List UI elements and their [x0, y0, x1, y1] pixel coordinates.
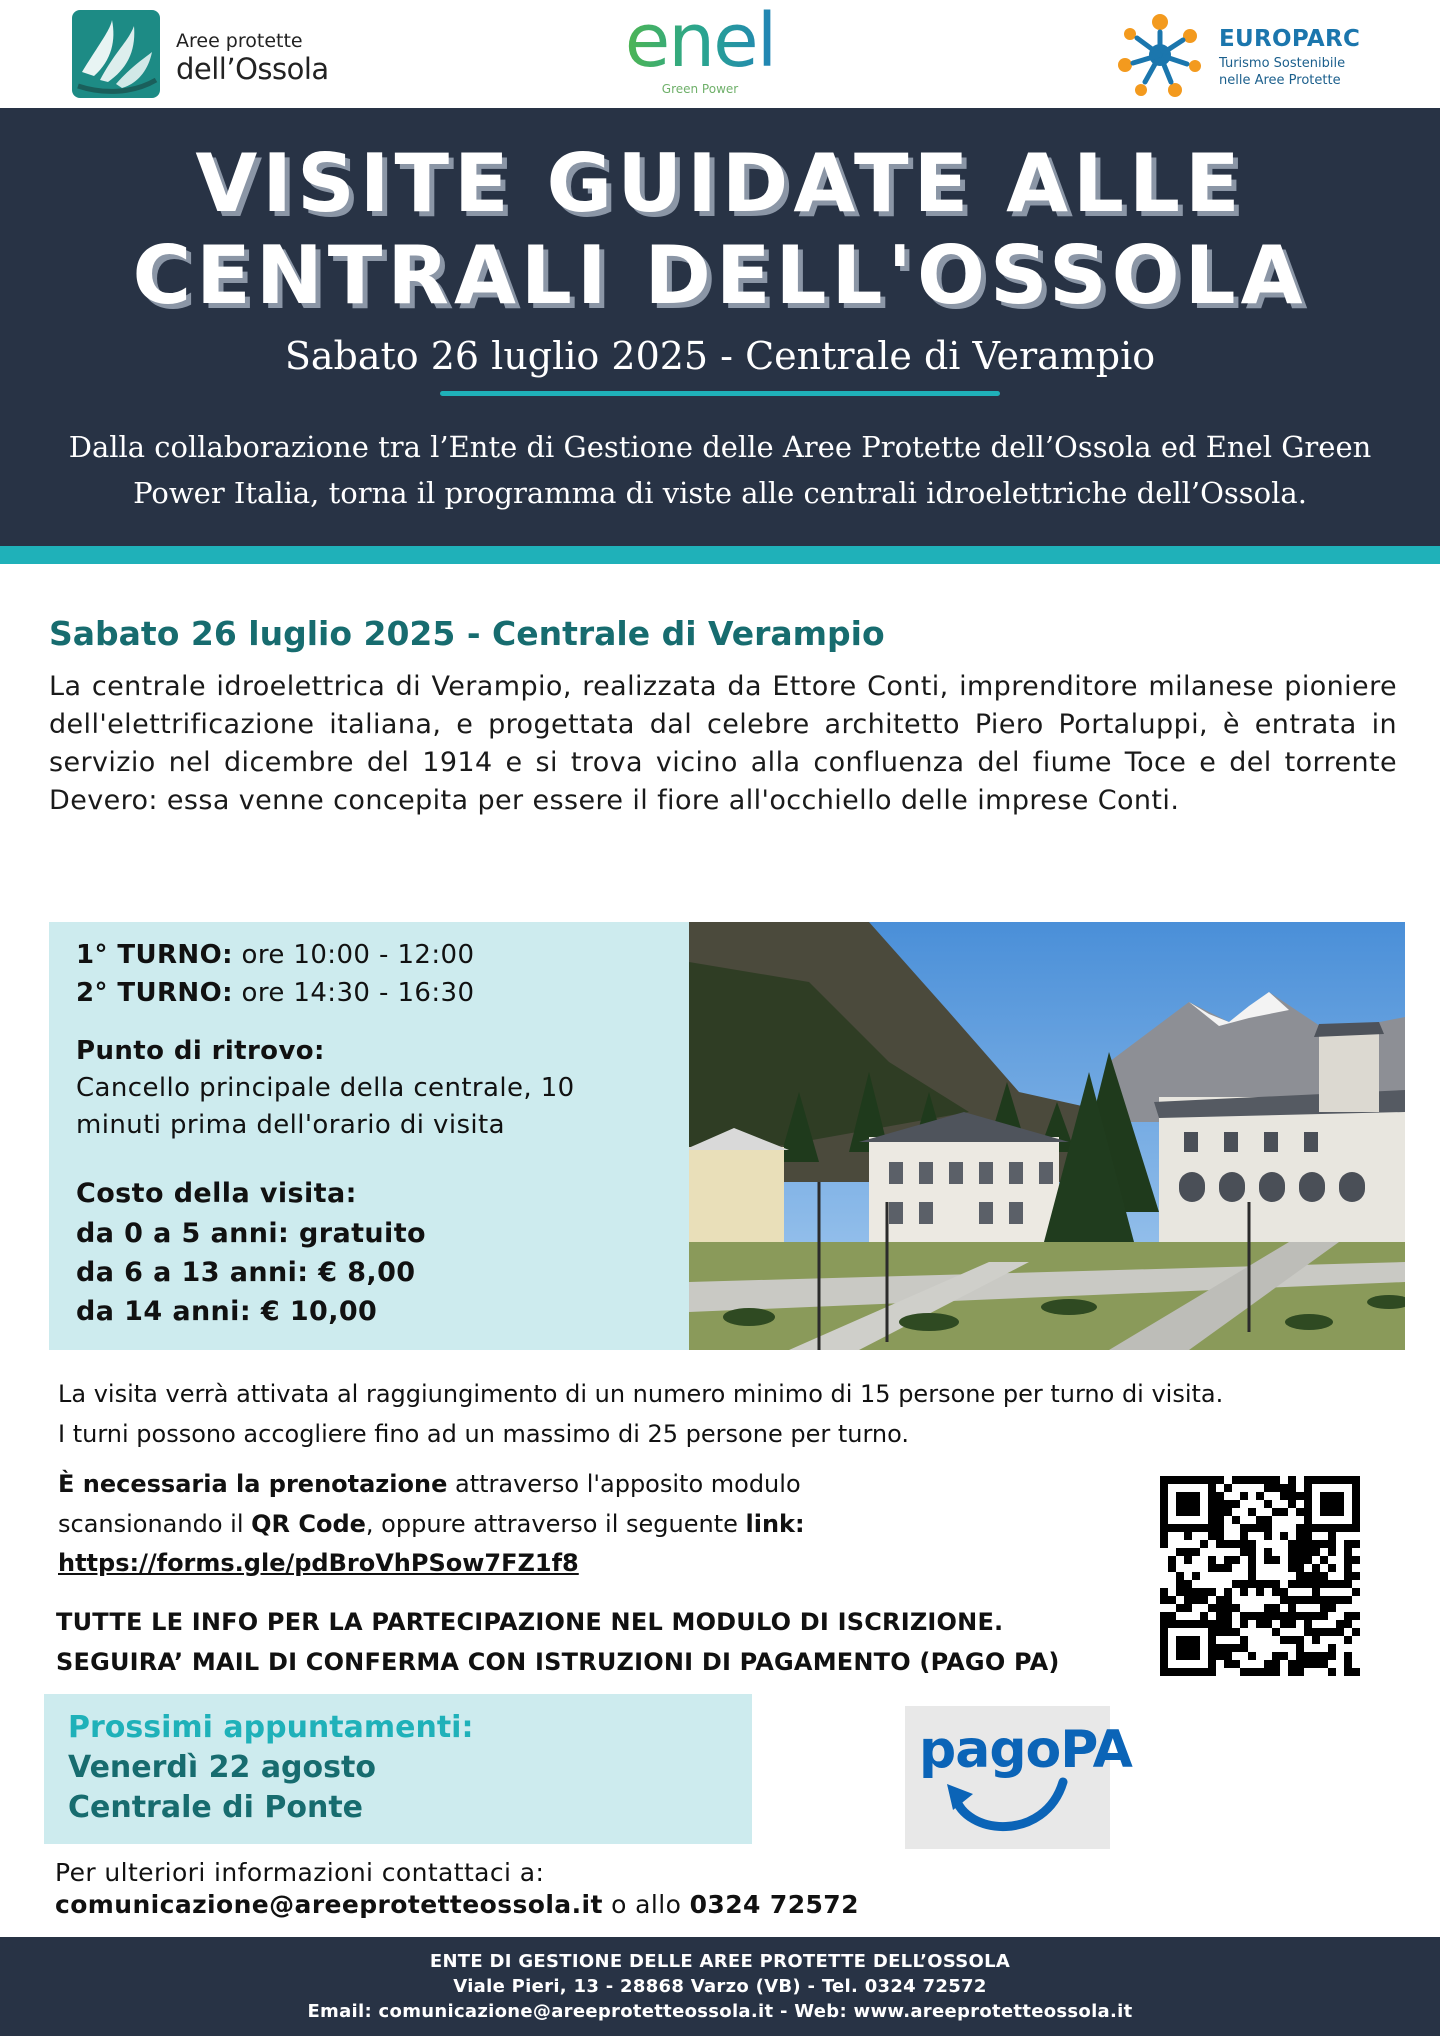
- logo-europarc: [1115, 10, 1415, 100]
- contact-line: [55, 1890, 859, 1919]
- europarc-star-icon: [1115, 10, 1205, 100]
- europarc-tagline-1: Turismo Sostenibile: [1219, 56, 1346, 71]
- enel-wordmark: enel: [610, 0, 790, 84]
- booking-required: È necessaria la prenotazione: [58, 1470, 448, 1498]
- booking-link-word: link:: [745, 1510, 805, 1538]
- description-paragraph: La centrale idroelettrica di Verampio, realizzata da Ettore Conti, imprenditore milanese pioniere dell'elettrificazione italiana, e progettata dal celebre architetto Piero Portaluppi, è entrata in servizio nel dicembre del 1914 e si trova vicino alla confluenza del fiume Toce e del torrente Devero: essa venne concepita per essere il fiore all'occhiello delle imprese Conti.: [49, 671, 1397, 816]
- footer-organization: ENTE DI GESTIONE DELLE AREE PROTETTE DELL’OSSOLA: [429, 1951, 1011, 1972]
- note-minimum-participants: La visita verrà attivata al raggiungimento di un numero minimo di 15 persone per turno di visita.: [58, 1380, 1224, 1408]
- logo-aree-protette-ossola: [70, 10, 330, 100]
- subtitle-underline: [440, 391, 1000, 396]
- section-heading: Sabato 26 luglio 2025 - Centrale di Verampio: [49, 614, 885, 653]
- title-line-1: VISITE GUIDATE ALLE: [195, 137, 1245, 230]
- footer: [0, 1937, 1440, 2036]
- meeting-point-line-1: Cancello principale della centrale, 10: [76, 1073, 575, 1103]
- footer-contacts: Email: comunicazione@areeprotetteossola.it - Web: www.areeprotetteossola.it: [307, 2001, 1133, 2022]
- info-caps-line-1: TUTTE LE INFO PER LA PARTECIPAZIONE NEL MODULO DI ISCRIZIONE.: [56, 1608, 1004, 1636]
- upcoming-date: Venerdì 22 agosto: [68, 1750, 376, 1785]
- qr-code-icon[interactable]: [1160, 1476, 1360, 1676]
- ossola-logo-line2: dell’Ossola: [176, 52, 329, 86]
- contact-or-text: o allo: [602, 1890, 690, 1919]
- booking-line-2: [58, 1510, 805, 1538]
- turno-2: [76, 978, 474, 1008]
- booking-or-text: , oppure attraverso il seguente: [365, 1510, 746, 1538]
- cost-line-3: da 14 anni: € 10,00: [76, 1296, 378, 1327]
- meeting-point-label: Punto di ritrovo:: [76, 1036, 325, 1066]
- pagopa-logo: [905, 1706, 1132, 1849]
- intro-text: [60, 424, 1380, 516]
- cost-line-1: da 0 a 5 anni: gratuito: [76, 1218, 426, 1249]
- booking-rest: attraverso l'apposito modulo: [447, 1470, 801, 1498]
- contact-label: Per ulteriori informazioni contattaci a:: [55, 1858, 545, 1887]
- booking-qr-word: QR Code: [251, 1510, 366, 1538]
- upcoming-title: Prossimi appuntamenti:: [68, 1710, 474, 1745]
- header-accent-stripe: [0, 546, 1440, 564]
- note-maximum-participants: I turni possono accogliere fino ad un massimo di 25 persone per turno.: [58, 1420, 910, 1448]
- contact-phone[interactable]: 0324 72572: [689, 1890, 859, 1919]
- footer-address: Viale Pieri, 13 - 28868 Varzo (VB) - Tel. 0324 72572: [453, 1976, 987, 1997]
- page-subtitle: Sabato 26 luglio 2025 - Centrale di Verampio: [284, 334, 1156, 378]
- page-title: [0, 138, 1440, 322]
- logo-enel-green-power: [610, 0, 790, 96]
- title-line-2: CENTRALI DELL'OSSOLA: [132, 229, 1308, 322]
- pagopa-arrow-icon: [945, 1776, 1075, 1842]
- turno-1: [76, 940, 474, 970]
- ossola-leaf-icon: [72, 10, 160, 98]
- meeting-point-line-2: minuti prima dell'orario di visita: [76, 1110, 505, 1140]
- cost-label: Costo della visita:: [76, 1178, 357, 1209]
- contact-email[interactable]: comunicazione@areeprotetteossola.it: [55, 1890, 603, 1919]
- ossola-logo-line1: Aree protette: [176, 30, 303, 52]
- booking-line-1: [58, 1470, 801, 1498]
- turno-2-time: ore 14:30 - 16:30: [232, 978, 475, 1008]
- turno-2-label: 2° TURNO:: [76, 978, 233, 1008]
- pagopa-wordmark: pagoPA: [919, 1720, 1132, 1780]
- booking-scan-text: scansionando il: [58, 1510, 252, 1538]
- turno-1-time: ore 10:00 - 12:00: [232, 940, 475, 970]
- turno-1-label: 1° TURNO:: [76, 940, 233, 970]
- europarc-tagline-2: nelle Aree Protette: [1219, 73, 1341, 88]
- upcoming-place: Centrale di Ponte: [68, 1790, 364, 1825]
- booking-form-link[interactable]: https://forms.gle/pdBroVhPSow7FZ1f8: [58, 1549, 579, 1577]
- enel-subtitle: Green Power: [661, 82, 739, 96]
- cost-line-2: da 6 a 13 anni: € 8,00: [76, 1257, 416, 1288]
- verampio-power-station-photo: [689, 922, 1405, 1350]
- intro-line-1: Dalla collaborazione tra l’Ente di Gestione delle Aree Protette dell’Ossola ed Enel Green: [68, 430, 1372, 464]
- europarc-name: EUROPARC: [1219, 26, 1361, 52]
- intro-line-2: Power Italia, torna il programma di viste alle centrali idroelettriche dell’Ossola.: [133, 476, 1307, 510]
- info-caps-line-2: SEGUIRA’ MAIL DI CONFERMA CON ISTRUZIONI DI PAGAMENTO (PAGO PA): [56, 1648, 1060, 1676]
